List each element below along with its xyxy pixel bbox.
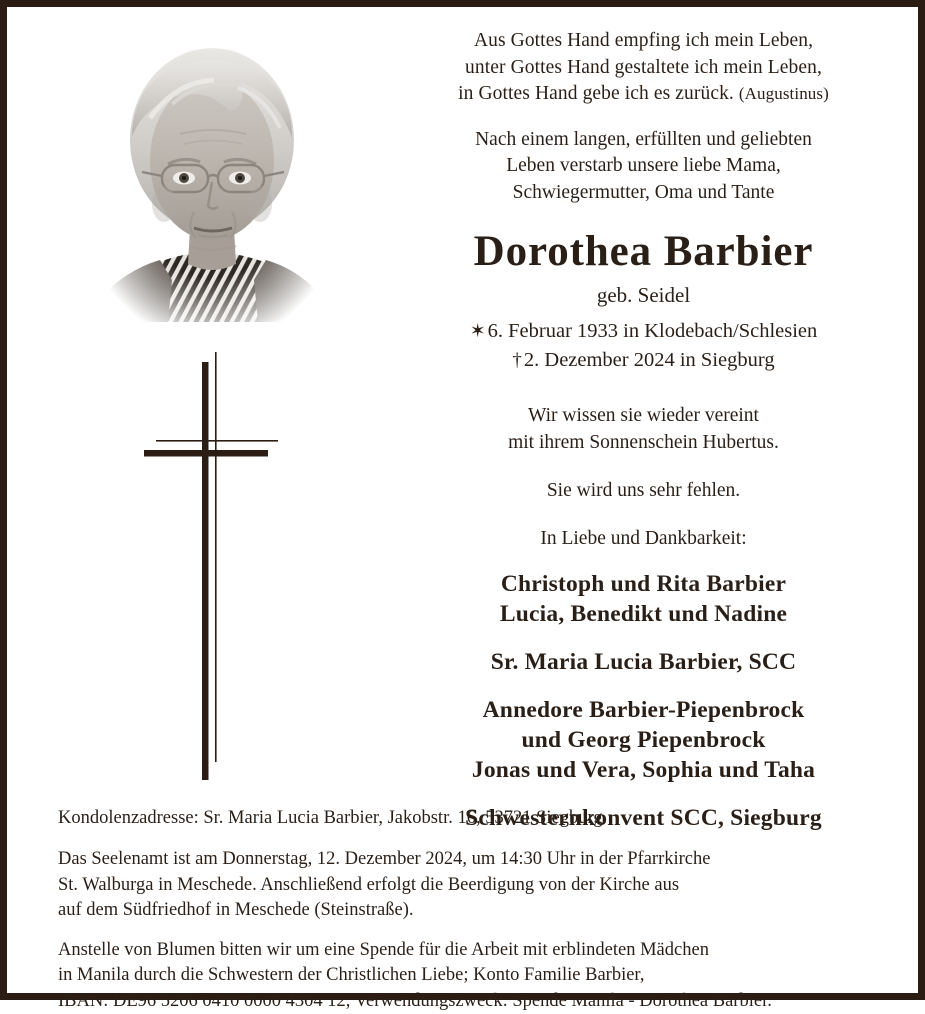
- life-dates: [400, 317, 887, 375]
- missed-message: Sie wird uns sehr fehlen.: [400, 477, 887, 504]
- condolence-address: Kondolenzadresse: Sr. Maria Lucia Barbier, Jakobstr. 16, 53721 Siegburg: [58, 806, 881, 831]
- service-line-3: auf dem Südfriedhof in Meschede (Steinstraße).: [58, 898, 881, 924]
- donation-line-2: in Manila durch die Schwestern der Christlichen Liebe; Konto Familie Barbier,: [58, 963, 881, 989]
- notice-inner-frame: [10, 10, 915, 990]
- family-line: Christoph und Rita Barbier: [400, 569, 887, 599]
- family-line: Schwesternkonvent SCC, Siegburg: [400, 803, 887, 833]
- birth-line: [400, 317, 887, 346]
- death-text: 2. Dezember 2024 in Siegburg: [524, 349, 775, 371]
- family-list: [400, 569, 887, 833]
- gratitude-message: In Liebe und Dankbarkeit:: [400, 525, 887, 552]
- verse-attribution: (Augustinus): [739, 84, 829, 103]
- memorial-message: [400, 402, 887, 456]
- service-line-1: Das Seelenamt ist am Donnerstag, 12. Dezember 2024, um 14:30 Uhr in der Pfarrkirche: [58, 847, 881, 873]
- verse-line-3: [400, 81, 887, 108]
- intro-line-1: Nach einem langen, erfüllten und geliebten: [400, 127, 887, 154]
- birth-text: 6. Februar 1933 in Klodebach/Schlesien: [488, 320, 818, 342]
- death-line: [400, 346, 887, 375]
- death-cross-icon: †: [512, 350, 524, 371]
- right-column: [400, 28, 887, 833]
- birth-star-icon: ✶: [470, 321, 488, 342]
- family-group: [400, 569, 887, 629]
- family-line: Lucia, Benedikt und Nadine: [400, 599, 887, 629]
- intro-line-2: Leben verstarb unsere liebe Mama,: [400, 153, 887, 180]
- deceased-name: Dorothea Barbier: [400, 228, 887, 276]
- opening-verse: [400, 28, 887, 108]
- verse-line-2: unter Gottes Hand gestaltete ich mein Leben,: [400, 55, 887, 82]
- verse-line-1: Aus Gottes Hand empfing ich mein Leben,: [400, 28, 887, 55]
- memorial-cross-graphic: [118, 340, 308, 790]
- family-line: Sr. Maria Lucia Barbier, SCC: [400, 647, 887, 677]
- family-group: [400, 647, 887, 677]
- family-line: Annedore Barbier-Piepenbrock: [400, 695, 887, 725]
- notice-footer: [58, 806, 881, 1014]
- memorial-line-2: mit ihrem Sonnenschein Hubertus.: [400, 429, 887, 456]
- donation-iban-line: IBAN: DE96 5206 0410 0000 4304 12, Verwendungszweck: Spende Manila - Dorothea Barbier.: [58, 989, 881, 1014]
- deceased-maiden-name: geb. Seidel: [400, 282, 887, 308]
- intro-text: [400, 127, 887, 207]
- service-details: [58, 847, 881, 924]
- donation-request: [58, 938, 881, 1014]
- family-line: Jonas und Vera, Sophia und Taha: [400, 755, 887, 785]
- family-line: und Georg Piepenbrock: [400, 725, 887, 755]
- portrait-photo-deceased: [98, 32, 326, 322]
- intro-line-3: Schwiegermutter, Oma und Tante: [400, 180, 887, 207]
- family-group: [400, 695, 887, 785]
- service-line-2: St. Walburga in Meschede. Anschließend erfolgt die Beerdigung von der Kirche aus: [58, 873, 881, 899]
- memorial-line-1: Wir wissen sie wieder vereint: [400, 402, 887, 429]
- donation-line-1: Anstelle von Blumen bitten wir um eine Spende für die Arbeit mit erblindeten Mädchen: [58, 938, 881, 964]
- verse-line-3-text: in Gottes Hand gebe ich es zurück.: [458, 83, 734, 104]
